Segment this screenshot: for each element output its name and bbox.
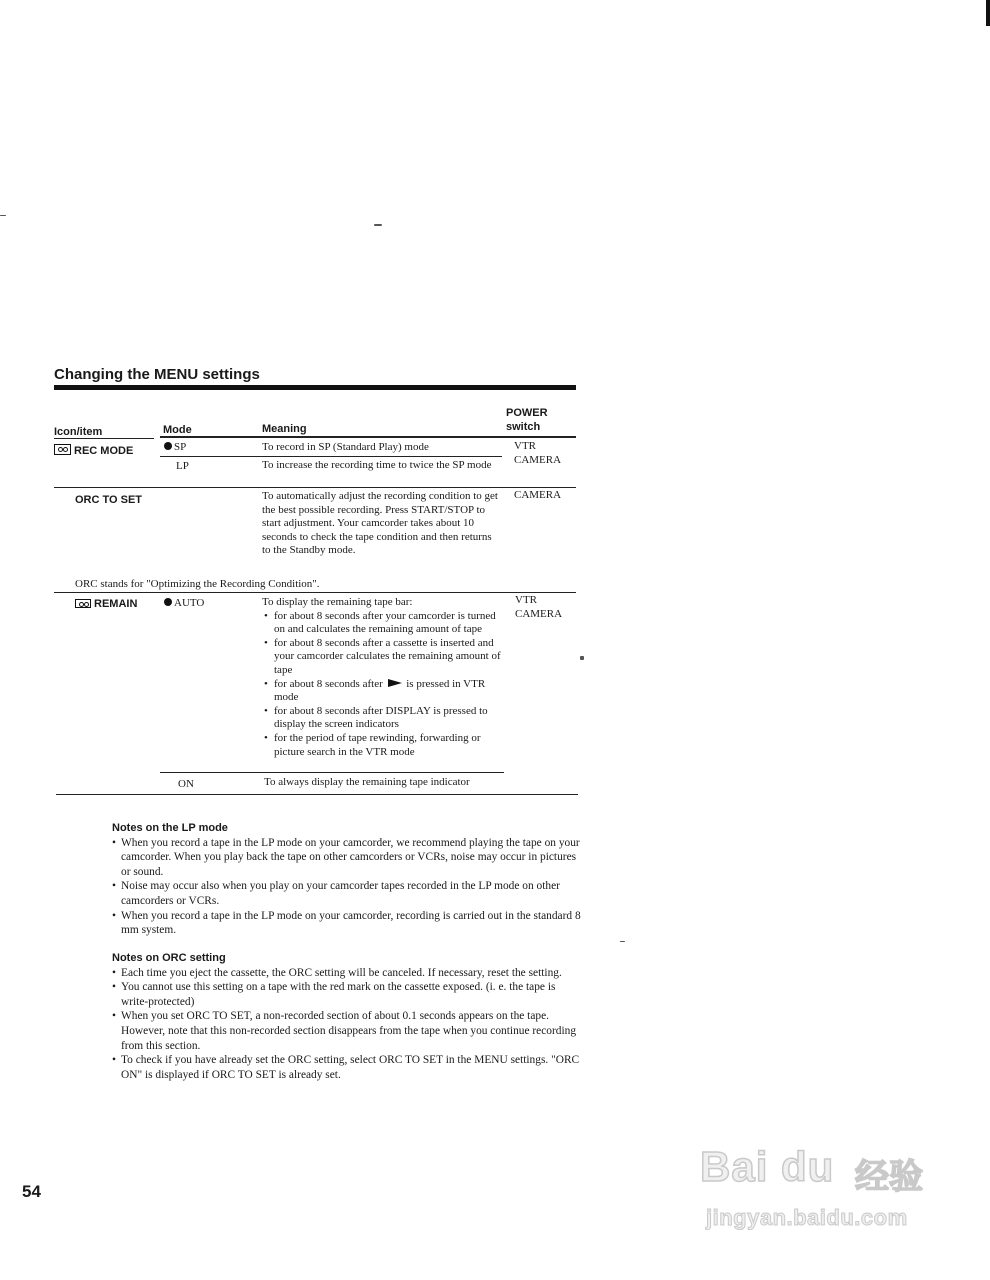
- rec-mode-power: VTR CAMERA: [514, 440, 562, 466]
- orc-to-set-item: ORC TO SET: [75, 494, 143, 506]
- table-bottom-rule: [56, 794, 578, 795]
- list-item: • for about 8 seconds after is pressed in VTR mode: [262, 678, 504, 705]
- list-item: • When you record a tape in the LP mode on your camcorder, we recommend playing the tape on your camcorder. When you play back the tape on other camcorders or VCRs, noise may occur in pictures or sound.: [112, 836, 582, 880]
- header-power: [506, 406, 548, 434]
- remain-auto-bullets: [262, 610, 504, 760]
- page-number: 54: [22, 1182, 41, 1201]
- row-rule: [54, 592, 576, 593]
- list-item: • for about 8 seconds after DISPLAY is pressed to display the screen indicators: [262, 705, 504, 732]
- list-item: • When you record a tape in the LP mode on your camcorder, recording is carried out in the standard 8 mm system.: [112, 909, 582, 938]
- list-item: • You cannot use this setting on a tape with the red mark on the cassette exposed. (i. e. the tape is write-protected): [112, 980, 582, 1009]
- remain-on: ON: [178, 778, 194, 790]
- selected-dot-icon: [164, 598, 172, 606]
- watermark-logo: Bai du: [700, 1143, 835, 1190]
- rec-mode-sp-meaning: To record in SP (Standard Play) mode: [262, 441, 429, 453]
- scan-speck: [580, 656, 584, 660]
- list-item: • for the period of tape rewinding, forwarding or picture search in the VTR mode: [262, 732, 504, 759]
- remain-auto: AUTO: [164, 597, 204, 611]
- notes-lp-title: Notes on the LP mode: [112, 822, 228, 834]
- section-title: Changing the MENU settings: [54, 366, 260, 383]
- row-rule: [160, 456, 502, 457]
- list-item: • for about 8 seconds after a cassette is inserted and your camcorder calculates the remaining amount of tape: [262, 637, 504, 678]
- orc-to-set-meaning: To automatically adjust the recording condition to get the best possible recording. Press START/STOP to start adjustment. Your camcorder takes about 10 seconds to check the tape condition and then returns to the Standby mode.: [262, 490, 498, 557]
- notes-orc-list: [112, 966, 582, 1083]
- notes-lp: [112, 821, 582, 938]
- notes-lp-list: [112, 836, 582, 938]
- list-item: • Each time you eject the cassette, the ORC setting will be canceled. If necessary, reset the setting.: [112, 966, 582, 981]
- list-item: • When you set ORC TO SET, a non-recorded section of about 0.1 seconds appears on the tape. However, note that this non-recorded section disappears from the tape when you continue recording from this section.: [112, 1009, 582, 1053]
- rec-mode-lp-meaning: To increase the recording time to twice the SP mode: [262, 459, 492, 471]
- play-arrow-icon: [388, 679, 402, 687]
- watermark-cn: 经验: [855, 1157, 923, 1197]
- tape-remain-icon: [75, 599, 91, 608]
- list-item: • To check if you have already set the ORC setting, select ORC TO SET in the MENU settings. "ORC ON" is displayed if ORC TO SET is already set.: [112, 1053, 582, 1082]
- remain-on-meaning: To always display the remaining tape indicator: [264, 776, 470, 788]
- edge-mark: [986, 0, 990, 26]
- scan-speck: [620, 941, 625, 942]
- header-meaning: Meaning: [262, 423, 307, 435]
- header-rule: [160, 436, 576, 438]
- remain-power: VTR CAMERA: [515, 594, 563, 620]
- notes-orc: [112, 951, 582, 1082]
- selected-dot-icon: [164, 442, 172, 450]
- watermark-url: jingyan.baidu.com: [706, 1205, 908, 1230]
- remain-item: REMAIN: [75, 598, 137, 610]
- header-power-line1: POWER: [506, 407, 548, 419]
- header-icon-item: Icon/item: [54, 426, 103, 438]
- list-item: • Noise may occur also when you play on your camcorder tapes recorded in the LP mode on other camcorders or VCRs.: [112, 879, 582, 908]
- scan-speck: [374, 224, 382, 226]
- rec-mode-sp: SP: [164, 441, 186, 455]
- cassette-icon: [54, 444, 71, 455]
- remain-auto-meaning: [262, 596, 504, 759]
- row-rule: [160, 772, 504, 773]
- rec-mode-lp: LP: [176, 460, 189, 472]
- scan-speck: [0, 215, 6, 216]
- orc-footnote: ORC stands for "Optimizing the Recording Condition".: [75, 578, 320, 590]
- header-mode: Mode: [163, 424, 192, 436]
- rec-mode-item: REC MODE: [54, 444, 133, 457]
- row-rule: [54, 487, 576, 488]
- header-rule-left: [54, 438, 154, 439]
- baidu-watermark: [700, 1135, 940, 1245]
- header-power-line2: switch: [506, 421, 541, 433]
- list-item: • for about 8 seconds after your camcorder is turned on and calculates the remaining amount of tape: [262, 610, 504, 637]
- remain-auto-intro: To display the remaining tape bar:: [262, 596, 413, 608]
- notes-orc-title: Notes on ORC setting: [112, 952, 226, 964]
- orc-to-set-power: CAMERA: [514, 489, 562, 501]
- title-rule: [54, 385, 576, 390]
